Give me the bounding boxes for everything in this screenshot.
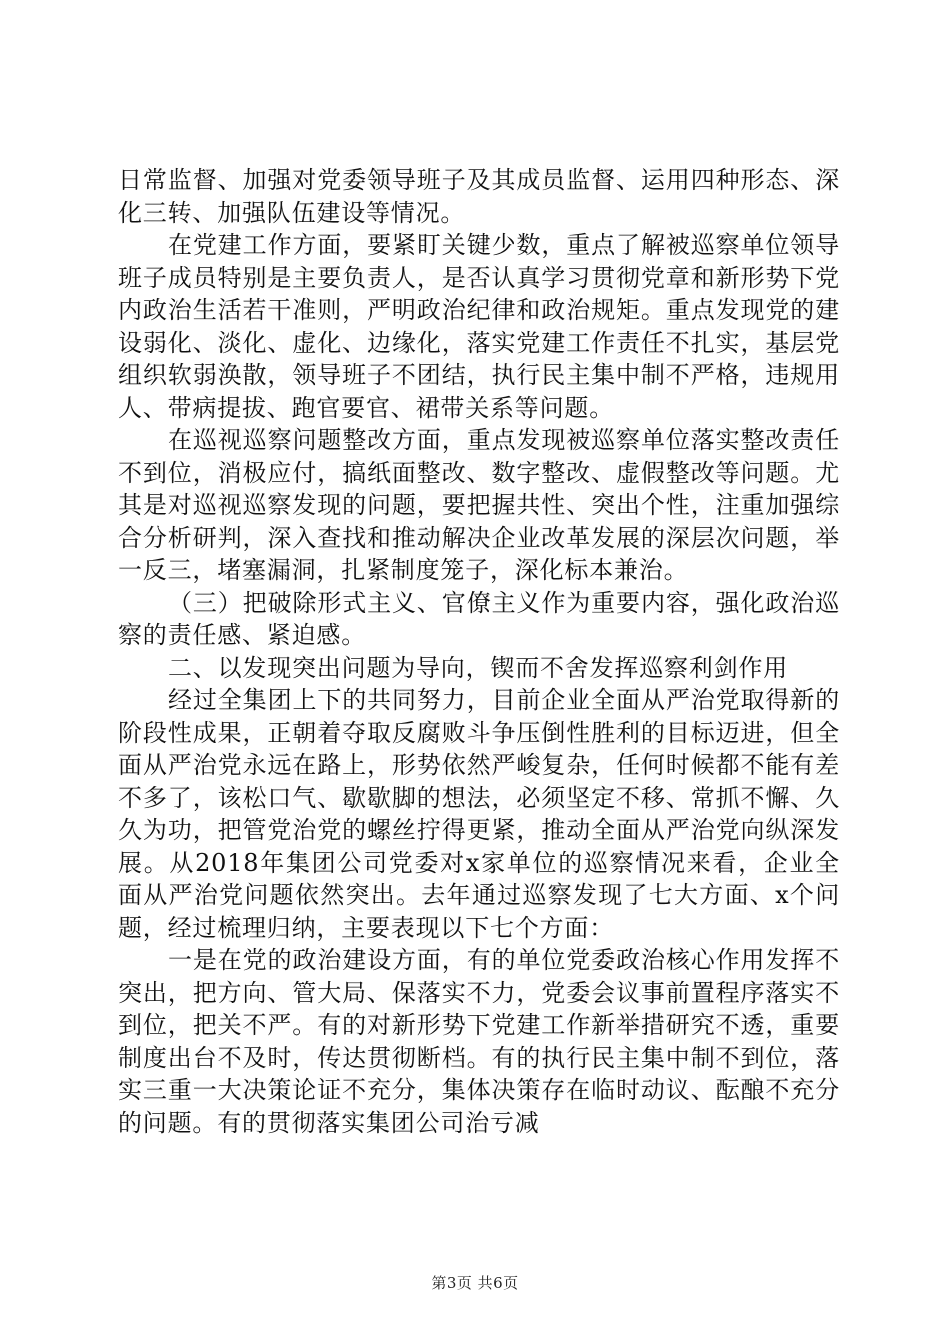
paragraph-7: 一是在党的政治建设方面，有的单位党委政治核心作用发挥不突出，把方向、管大局、保落实不力，党委会议事前置程序落实不到位，把关不严。有的对新形势下党建工作新举措研究不透，重要制度出台不及时，传达贯彻断档。有的执行民主集中制不到位，落实三重一大决策论证不充分，集体决策存在临时动议、酝酿不充分的问题。有的贯彻落实集团公司治亏减 [118, 946, 840, 1137]
paragraph-4: （三）把破除形式主义、官僚主义作为重要内容，强化政治巡察的责任感、紧迫感。 [118, 588, 840, 649]
paragraph-1: 日常监督、加强对党委领导班子及其成员监督、运用四种形态、深化三转、加强队伍建设等情况。 [118, 166, 840, 227]
document-body [118, 164, 840, 1139]
page-footer: 第3页 共6页 [431, 1274, 519, 1292]
section-heading: 二、以发现突出问题为导向，锲而不舍发挥巡察利剑作用 [168, 653, 788, 682]
paragraph-3: 在巡视巡察问题整改方面，重点发现被巡察单位落实整改责任不到位，消极应付，搞纸面整改、数字整改、虚假整改等问题。尤其是对巡视巡察发现的问题，要把握共性、突出个性，注重加强综合分析研判，深入查找和推动解决企业改革发展的深层次问题，举一反三，堵塞漏洞，扎紧制度笼子，深化标本兼治。 [118, 426, 840, 584]
paragraph-2: 在党建工作方面，要紧盯关键少数，重点了解被巡察单位领导班子成员特别是主要负责人，是否认真学习贯彻党章和新形势下党内政治生活若干准则，严明政治纪律和政治规矩。重点发现党的建设弱化、淡化、虚化、边缘化，落实党建工作责任不扎实，基层党组织软弱涣散，领导班子不团结，执行民主集中制不严格，违规用人、带病提拔、跑官要官、裙带关系等问题。 [118, 231, 840, 422]
paragraph-6: 经过全集团上下的共同努力，目前企业全面从严治党取得新的阶段性成果，正朝着夺取反腐败斗争压倒性胜利的目标迈进，但全面从严治党永远在路上，形势依然严峻复杂，任何时候都不能有差不多了，该松口气、歇歇脚的想法，必须坚定不移、常抓不懈、久久为功，把管党治党的螺丝拧得更紧，推动全面从严治党向纵深发展。从2018年集团公司党委对x家单位的巡察情况来看，企业全面从严治党问题依然突出。去年通过巡察发现了七大方面、x个问题，经过梳理归纳，主要表现以下七个方面： [118, 686, 840, 942]
